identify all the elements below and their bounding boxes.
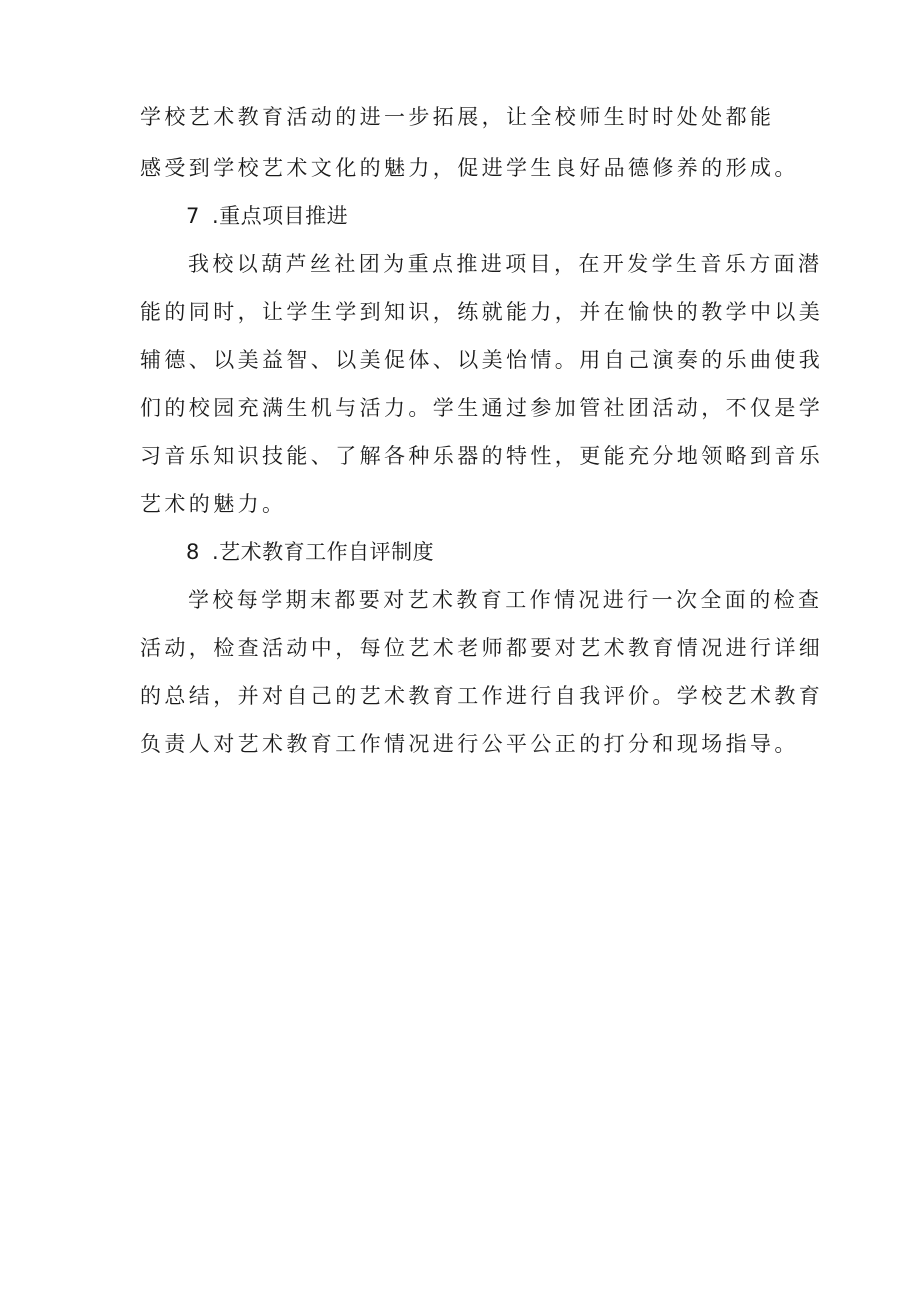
section-8-title: .艺术教育工作自评制度 (212, 540, 435, 564)
section-7-heading (186, 202, 348, 230)
section-7-line-3: 辅德、以美益智、以美促体、以美怡情。用自己演奏的乐曲使我 (140, 348, 824, 372)
section-7-line-4: 们的校园充满生机与活力。学生通过参加管社团活动，不仅是学 (140, 396, 824, 420)
section-8-line-4: 负责人对艺术教育工作情况进行公平公正的打分和现场指导。 (140, 732, 799, 756)
section-8-heading (186, 538, 434, 566)
intro-line-2: 感受到学校艺术文化的魅力，促进学生良好品德修养的形成。 (140, 156, 799, 180)
section-7-line-5: 习音乐知识技能、了解各种乐器的特性，更能充分地领略到音乐 (140, 444, 824, 468)
section-8-line-3: 的总结，并对自己的艺术教育工作进行自我评价。学校艺术教育 (140, 684, 824, 708)
intro-line-1: 学校艺术教育活动的进一步拓展，让全校师生时时处处都能 (140, 105, 775, 129)
section-7-line-1: 我校以葫芦丝社团为重点推进项目，在开发学生音乐方面潜 (188, 252, 823, 276)
section-7-line-2: 能的同时，让学生学到知识，练就能力，并在愉快的教学中以美 (140, 300, 824, 324)
section-8-line-1: 学校每学期末都要对艺术教育工作情况进行一次全面的检查 (188, 588, 823, 612)
section-8-line-2: 活动，检查活动中，每位艺术老师都要对艺术教育情况进行详细 (140, 636, 824, 660)
section-7-title: .重点项目推进 (212, 204, 349, 228)
section-7-number: 7 (186, 204, 200, 228)
section-7-line-6: 艺术的魅力。 (140, 492, 287, 516)
section-8-number: 8 (186, 540, 200, 564)
